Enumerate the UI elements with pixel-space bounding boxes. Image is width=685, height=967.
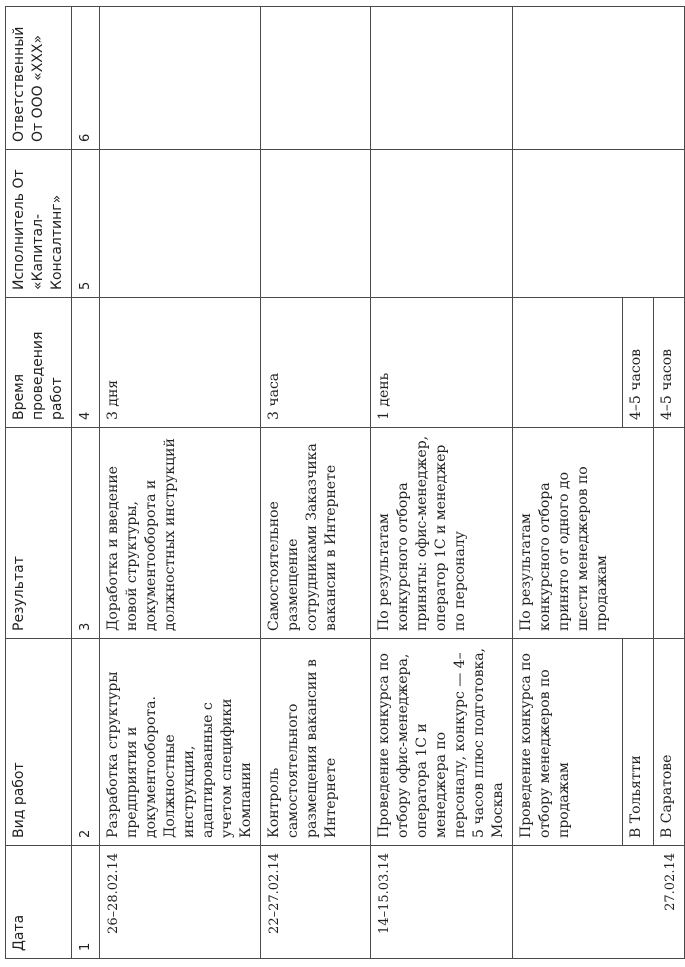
row-result: По результатам конкурсного отбора принято от одного до шести менеджеров по продажам [513,428,654,639]
row-result: Доработка и введение новой структуры, документооборота и должностных инструкций [100,428,261,639]
row-work-type: Разработка структуры предприятия и документооборота. Должностные инструкции, адаптированные с учетом специфики Компании [100,639,261,846]
subrow-location: В Саратове [654,639,685,846]
subrow-duration: 4–5 часов [623,298,654,428]
row-responsible [100,7,261,150]
row-executor [371,150,513,298]
row-result: Самостоятельное размещение сотрудниками Заказчика вакансии в Интернете [261,428,371,639]
header-work-type: Вид работ [6,639,72,846]
row-work-type: Проведение конкурса по отбору менеджеров по продажам [513,639,623,846]
row-duration: 3 часа [261,298,371,428]
row-responsible [261,7,371,150]
row-date: 22–27.02.14 [261,846,371,959]
row-executor [261,150,371,298]
row-work-type: Контроль самостоятельного размещения вакансии в Интернете [261,639,371,846]
row-executor [100,150,261,298]
header-date: Дата [6,846,72,959]
header-row [6,7,72,959]
column-number: 5 [72,150,100,298]
work-schedule-table [5,6,685,959]
column-number: 1 [72,846,100,959]
table-row [261,7,371,959]
number-row [72,7,100,959]
row-work-type: Проведение конкурса по отбору офис-менеджера, оператора 1С и менеджера по персоналу, конкурс — 4–5 часов плюс подготовка, Москва [371,639,513,846]
column-number: 4 [72,298,100,428]
subrow-empty [654,428,685,639]
header-result: Результат [6,428,72,639]
header-responsible: Ответственный От ООО «ХХХ» [6,7,72,150]
row-date: 27.02.14 [513,846,685,959]
row-responsible [371,7,513,150]
header-executor: Исполнитель От «Капитал-Консалтинг» [6,150,72,298]
column-number: 3 [72,428,100,639]
column-number: 6 [72,7,100,150]
row-result: По результатам конкурсного отбора приняты: офис-менеджер, оператор 1С и менеджер по персоналу [371,428,513,639]
row-executor [513,150,685,298]
table-row [100,7,261,959]
row-responsible [513,7,685,150]
row-duration: 1 день [371,298,513,428]
header-duration: Время проведения работ [6,298,72,428]
subrow-duration: 4–5 часов [654,298,685,428]
row-duration [513,298,623,428]
table-row [371,7,513,959]
row-date: 26–28.02.14 [100,846,261,959]
table-row [513,7,623,959]
subrow-location: В Тольятти [623,639,654,846]
row-duration: 3 дня [100,298,261,428]
column-number: 2 [72,639,100,846]
row-date: 14–15.03.14 [371,846,513,959]
